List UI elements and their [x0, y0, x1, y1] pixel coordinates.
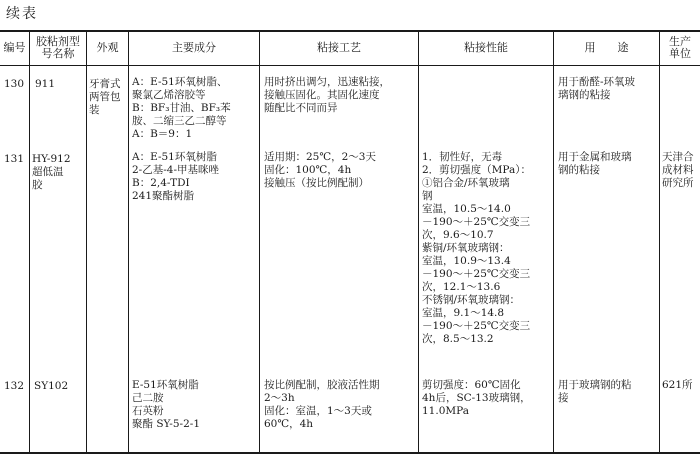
table-caption: 续表	[6, 6, 38, 22]
header-maker: 生产 单位	[669, 35, 691, 60]
column-divider	[659, 31, 660, 453]
row-130-name: 911	[35, 78, 56, 90]
row-131-use: 用于金属和玻璃 钢的粘接	[558, 151, 632, 176]
column-divider	[86, 31, 87, 453]
row-132-name: SY102	[34, 380, 69, 392]
row-130-appearance: 牙膏式 两管包 装	[89, 78, 121, 116]
header-performance: 粘接性能	[464, 41, 508, 54]
row-130-no: 130	[4, 78, 25, 90]
row-131-maker: 天津合 成材料 研究所	[662, 151, 694, 189]
table-bottom-rule	[0, 452, 700, 454]
header-use: 用 途	[584, 41, 629, 54]
column-divider	[29, 31, 30, 453]
header-name: 胶粘剂型 号名称	[36, 35, 80, 60]
header-process: 粘接工艺	[317, 41, 361, 54]
row-132-process: 按比例配制，胶液活性期 2～3h 固化：室温，1～3天或 60℃，4h	[264, 379, 380, 430]
header-bottom-rule	[0, 65, 700, 66]
row-131-process: 适用期：25℃，2～3天 固化：100℃，4h 接触压（按比例配制）	[264, 151, 376, 189]
row-132-use: 用于玻璃钢的粘 接	[558, 379, 632, 404]
row-130-use: 用于酚醛-环氧玻 璃钢的粘接	[558, 76, 636, 101]
row-132-performance: 剪切强度：60℃固化 4h后，SC-13玻璃钢， 11.0MPa	[422, 379, 531, 417]
row-131-no: 131	[4, 153, 25, 165]
column-divider	[259, 31, 260, 453]
header-appearance: 外观	[96, 41, 119, 54]
row-131-components: A：E-51环氧树脂 2-乙基-4-甲基咪唑 B：2,4-TDI 241聚酯树脂	[132, 151, 220, 202]
column-divider	[128, 31, 129, 453]
table-top-rule	[0, 30, 700, 32]
column-divider	[418, 31, 419, 453]
row-132-components: E-51环氧树脂 己二胺 石英粉 聚酯 SY-5-2-1	[132, 379, 200, 430]
header-components: 主要成分	[172, 41, 216, 54]
row-132-maker: 621所	[662, 379, 693, 391]
row-132-no: 132	[4, 380, 25, 392]
row-130-components: A：E-51环氧树脂、 聚氯乙烯溶胶等 B：BF₃甘油、BF₃苯 胺、二缩三乙二醇等 A：B＝9：1	[132, 76, 231, 140]
row-131-performance: 1．韧性好，无毒 2．剪切强度（MPa）： ①铝合金/环氧玻璃 钢 室温，10.5～14.0 －190～＋25℃交变三 次，9.6～10.7 紫铜/环氧玻璃钢： 室温，10.9～13.4 －190～＋25℃交变三 次，12.1～13.6 不锈钢/环氧玻璃钢： 室温，9.1～14.8 －190～＋25℃交变三 次，8.5～13.2	[422, 151, 532, 345]
row-130-process: 用时挤出调匀，迅速粘接， 接触压固化。其固化速度 随配比不同而异	[264, 76, 390, 114]
header-no: 编号	[3, 41, 26, 54]
column-divider	[553, 31, 554, 453]
row-131-name: HY-912 超低温 胶	[32, 153, 71, 191]
